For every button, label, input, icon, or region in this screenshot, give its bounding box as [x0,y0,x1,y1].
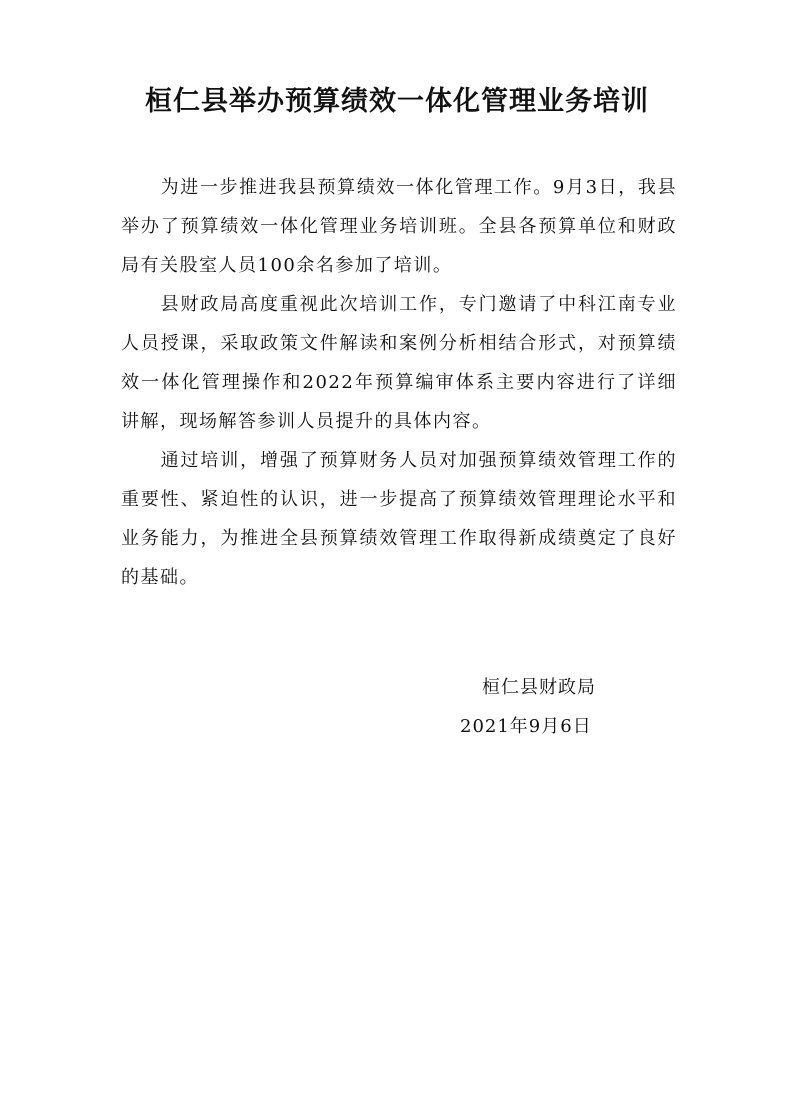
paragraph-intro: 为进一步推进我县预算绩效一体化管理工作。9月3日，我县举办了预算绩效一体化管理业务培训班。全县各预算单位和财政局有关股室人员100余名参加了培训。 [121,177,677,276]
signature-block [440,668,680,746]
paragraph-training-content: 县财政局高度重视此次培训工作，专门邀请了中科江南专业人员授课，采取政策文件解读和案例分析相结合形式，对预算绩效一体化管理操作和2022年预算编审体系主要内容进行了详细讲解，现场解答参训人员提升的具体内容。 [121,294,677,432]
paragraph-outcome: 通过培训，增强了预算财务人员对加强预算绩效管理工作的重要性、紧迫性的认识，进一步提高了预算绩效管理理论水平和业务能力，为推进全县预算绩效管理工作取得新成绩奠定了良好的基础。 [121,450,677,588]
document-body [121,168,677,597]
signature-organization: 桓仁县财政局 [482,677,596,698]
document-title: 桓仁县举办预算绩效一体化管理业务培训 [145,86,649,117]
signature-date: 2021年9月6日 [460,716,592,737]
